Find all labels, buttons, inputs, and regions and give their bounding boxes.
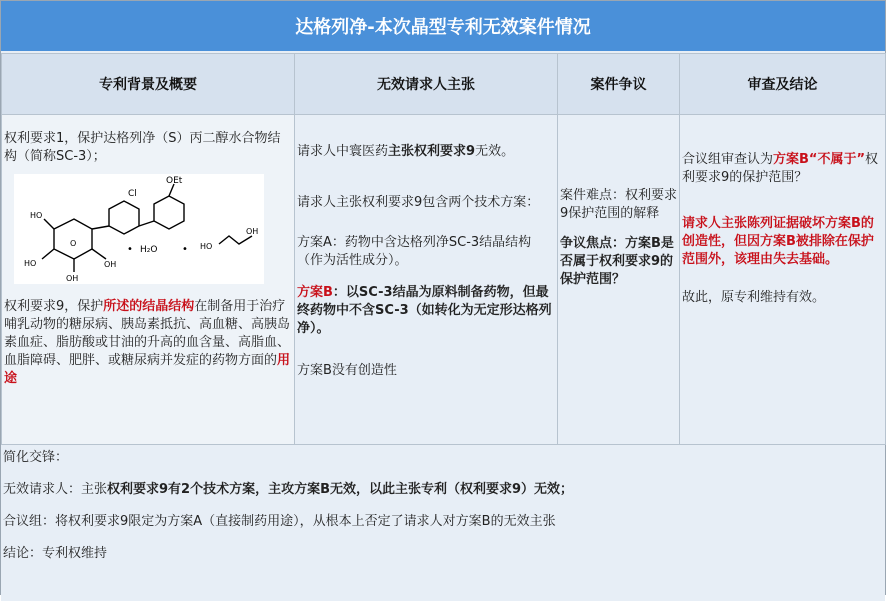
scheme-b-text: 方案B：以SC-3结晶为原料制备药物，但最终药物中不含SC-3（如转化为无定形达格列净）。	[297, 285, 552, 336]
summary-section	[1, 445, 885, 601]
svg-text:O: O	[70, 239, 77, 248]
content-row	[2, 115, 886, 445]
svg-text:•: •	[127, 244, 133, 255]
header-claims: 无效请求人主张	[295, 54, 558, 115]
two-schemes-text: 请求人主张权利要求9包含两个技术方案：	[297, 195, 540, 210]
review-text: 合议组审查认为方案B“不属于”权利要求9的保护范围？	[682, 152, 879, 185]
final-text: 故此，原专利维持有效。	[682, 290, 826, 305]
conclusion-cell	[680, 115, 886, 445]
scheme-a-text: 方案A：药物中含达格列净SC-3结晶结构（作为活性成分）。	[297, 235, 532, 268]
svg-text:OH: OH	[66, 274, 79, 283]
case-table	[1, 53, 886, 445]
summary-conclusion: 结论：专利权维持	[3, 546, 108, 561]
claim9-body: 在制备用于治疗哺乳动物的糖尿病、胰岛素抵抗、高血糖、高胰岛素血症、脂肪酸或甘油的升高的血含量、高脂血、血脂障碍、肥胖、或糖尿病并发症的药物方面的	[4, 299, 291, 368]
summary-requester: 无效请求人：主张权利要求9有2个技术方案，主攻方案B无效，以此主张专利（权利要求9）无效；	[3, 482, 574, 497]
svg-text:HO: HO	[200, 242, 213, 251]
claims-cell	[295, 115, 558, 445]
focus-text: 争议焦点：方案B是否属于权利要求9的保护范围？	[560, 236, 674, 287]
background-cell	[2, 115, 295, 445]
reasoning-text: 请求人主张陈列证据破坏方案B的创造性，但因方案B被排除在保护范围外，该理由失去基础。	[682, 216, 874, 267]
header-dispute: 案件争议	[558, 54, 680, 115]
svg-text:OH: OH	[104, 260, 117, 269]
requester-text: 请求人中寰医药主张权利要求9无效。	[297, 144, 515, 159]
summary-panel: 合议组：将权利要求9限定为方案A（直接制药用途），从根本上否定了请求人对方案B的无效主张	[3, 514, 556, 529]
scheme-b-note: 方案B没有创造性	[297, 363, 397, 378]
header-row	[2, 54, 886, 115]
chemical-structure-image	[14, 174, 264, 284]
svg-text:HO: HO	[30, 211, 43, 220]
claim9-highlight: 所述的结晶结构	[103, 299, 195, 314]
summary-heading: 简化交锋：	[3, 450, 69, 465]
difficulty-text: 案件难点：权利要求9保护范围的解释	[560, 188, 678, 221]
dispute-cell	[558, 115, 680, 445]
water-label: H₂O	[140, 245, 158, 255]
oet-label: OEt	[166, 176, 183, 186]
claim9-use: 用途	[4, 353, 291, 386]
svg-text:HO: HO	[24, 259, 37, 268]
header-conclusion: 审查及结论	[680, 54, 886, 115]
svg-text:•: •	[182, 244, 188, 255]
header-background: 专利背景及概要	[2, 54, 295, 115]
cl-label: Cl	[128, 189, 137, 199]
claim1-text: 权利要求1，保护达格列净（S）丙二醇水合物结构（简称SC-3）；	[4, 131, 281, 164]
claim9-pre: 权利要求9，保护	[4, 299, 104, 314]
svg-text:OH: OH	[246, 227, 259, 236]
slide-title: 达格列净-本次晶型专利无效案件情况	[1, 1, 885, 53]
claim9-text	[4, 298, 292, 388]
